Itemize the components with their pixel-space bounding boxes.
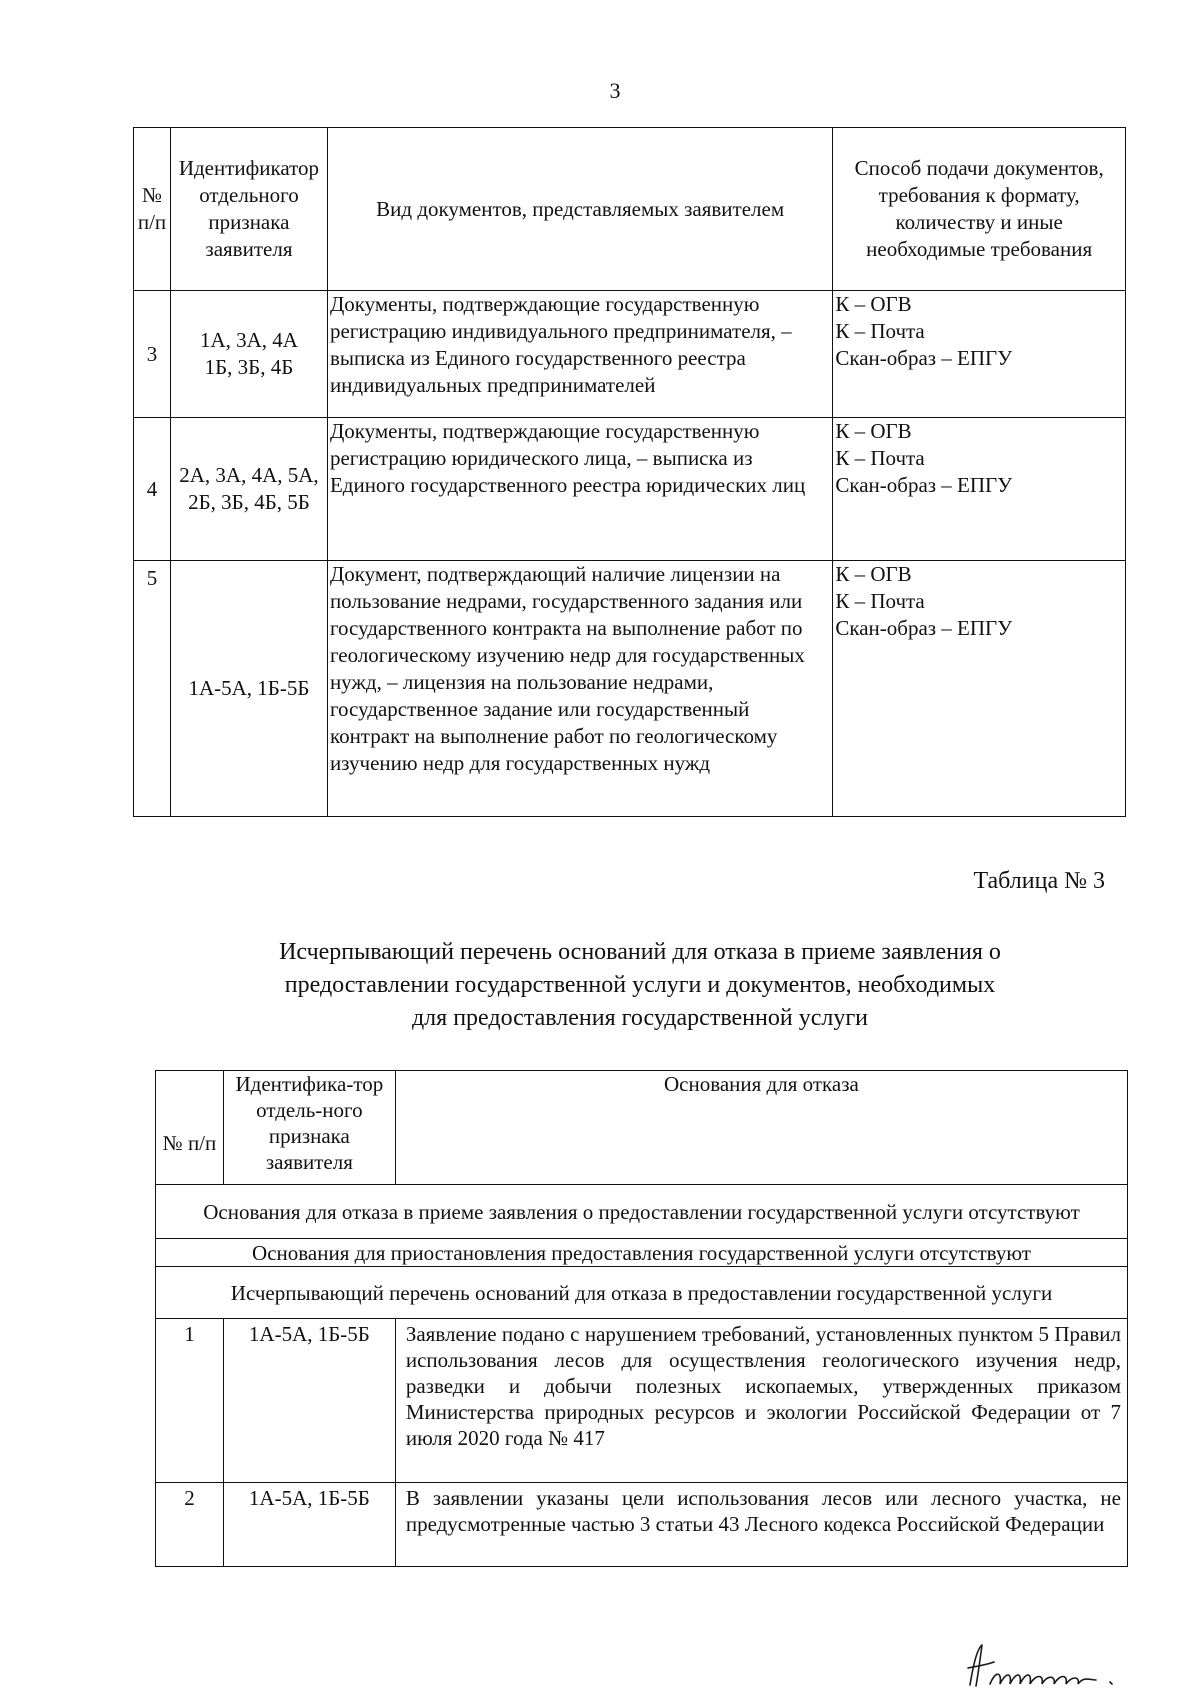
page-number: 3	[609, 78, 621, 103]
row-doc: Документы, подтверждающие государственную регистрацию юридического лица, – выписка из Единого государственного реестра юридических лиц	[327, 418, 832, 561]
heading-line: Исчерпывающий перечень оснований для отказа в приеме заявления о	[279, 939, 1001, 965]
table-header-row	[156, 1071, 1128, 1185]
identifier-line: 1А-5А, 1Б-5Б	[188, 676, 310, 700]
heading-line: предоставлении государственной услуги и документов, необходимых	[284, 972, 996, 998]
method-line: К – ОГВ	[835, 292, 912, 316]
header-identifier: Идентификатор отдельного признака заявителя	[170, 128, 327, 291]
method-line: К – ОГВ	[835, 562, 912, 586]
row-identifier	[170, 418, 327, 561]
row-method	[833, 561, 1126, 817]
row-num: 1	[156, 1319, 224, 1483]
method-line: Скан-образ – ЕПГУ	[835, 346, 1013, 370]
method-line: К – Почта	[835, 589, 925, 613]
row-num: 3	[134, 291, 171, 418]
documents-table	[133, 127, 1126, 817]
row-identifier	[170, 561, 327, 817]
header-method: Способ подачи документов, требования к формату, количеству и иные необходимые требования	[833, 128, 1126, 291]
row-method	[833, 418, 1126, 561]
method-line: Скан-образ – ЕПГУ	[835, 473, 1013, 497]
signature-icon	[960, 1640, 1170, 1690]
table-span-row	[156, 1185, 1128, 1239]
method-line: К – Почта	[835, 446, 925, 470]
row-identifier: 1А-5А, 1Б-5Б	[223, 1319, 395, 1483]
header-reason: Основания для отказа	[395, 1071, 1127, 1185]
table-heading	[150, 936, 1130, 1035]
table-span-row	[156, 1267, 1128, 1319]
identifier-line: 1А, 3А, 4А	[199, 328, 298, 352]
table-row	[134, 418, 1126, 561]
identifier-line: 2Б, 3Б, 4Б, 5Б	[188, 490, 310, 514]
row-doc: Документ, подтверждающий наличие лицензии на пользование недрами, государственного задания или государственного контракта на выполнение работ по геологическому изучению недр для государственных нужд, – лицензия на пользование недрами, государственное задание или государственный контракт на выполнение работ по геологическому изучению недр для государственных нужд	[327, 561, 832, 817]
row-identifier	[170, 291, 327, 418]
identifier-line: 2А, 3А, 4А, 5А,	[179, 463, 319, 487]
table-span-row	[156, 1239, 1128, 1267]
header-num: № п/п	[134, 128, 171, 291]
table-caption: Таблица № 3	[973, 868, 1105, 894]
span-row-text: Основания для отказа в приеме заявления о предоставлении государственной услуги отсутствуют	[156, 1185, 1128, 1239]
row-identifier: 1А-5А, 1Б-5Б	[223, 1483, 395, 1567]
span-row-text: Основания для приостановления предоставления государственной услуги отсутствуют	[156, 1239, 1128, 1267]
row-reason: Заявление подано с нарушением требований, установленных пунктом 5 Правил использования лесов для осуществления геологического изучения недр, разведки и добычи полезных ископаемых, утвержденных приказом Министерства природных ресурсов и экологии Российской Федерации от 7 июля 2020 года № 417	[395, 1319, 1127, 1483]
header-num: № п/п	[156, 1071, 224, 1185]
header-docs: Вид документов, представляемых заявителем	[327, 128, 832, 291]
row-num: 2	[156, 1483, 224, 1567]
identifier-line: 1Б, 3Б, 4Б	[204, 355, 294, 379]
table-row	[134, 561, 1126, 817]
method-line: К – Почта	[835, 319, 925, 343]
refusal-grounds-table	[155, 1070, 1128, 1567]
table-row	[134, 291, 1126, 418]
method-line: К – ОГВ	[835, 419, 912, 443]
heading-line: для предоставления государственной услуги	[411, 1005, 869, 1031]
row-reason: В заявлении указаны цели использования лесов или лесного участка, не предусмотренные частью 3 статьи 43 Лесного кодекса Российской Федерации	[395, 1483, 1127, 1567]
table-row	[156, 1319, 1128, 1483]
row-num: 4	[134, 418, 171, 561]
table-header-row	[134, 128, 1126, 291]
row-doc: Документы, подтверждающие государственную регистрацию индивидуального предпринимателя, – выписка из Единого государственного реестра индивидуальных предпринимателей	[327, 291, 832, 418]
span-row-text: Исчерпывающий перечень оснований для отказа в предоставлении государственной услуги	[156, 1267, 1128, 1319]
method-line: Скан-образ – ЕПГУ	[835, 616, 1013, 640]
table-row	[156, 1483, 1128, 1567]
row-num: 5	[134, 561, 171, 817]
row-method	[833, 291, 1126, 418]
header-identifier: Идентифика-тор отдель-ного признака заявителя	[223, 1071, 395, 1185]
